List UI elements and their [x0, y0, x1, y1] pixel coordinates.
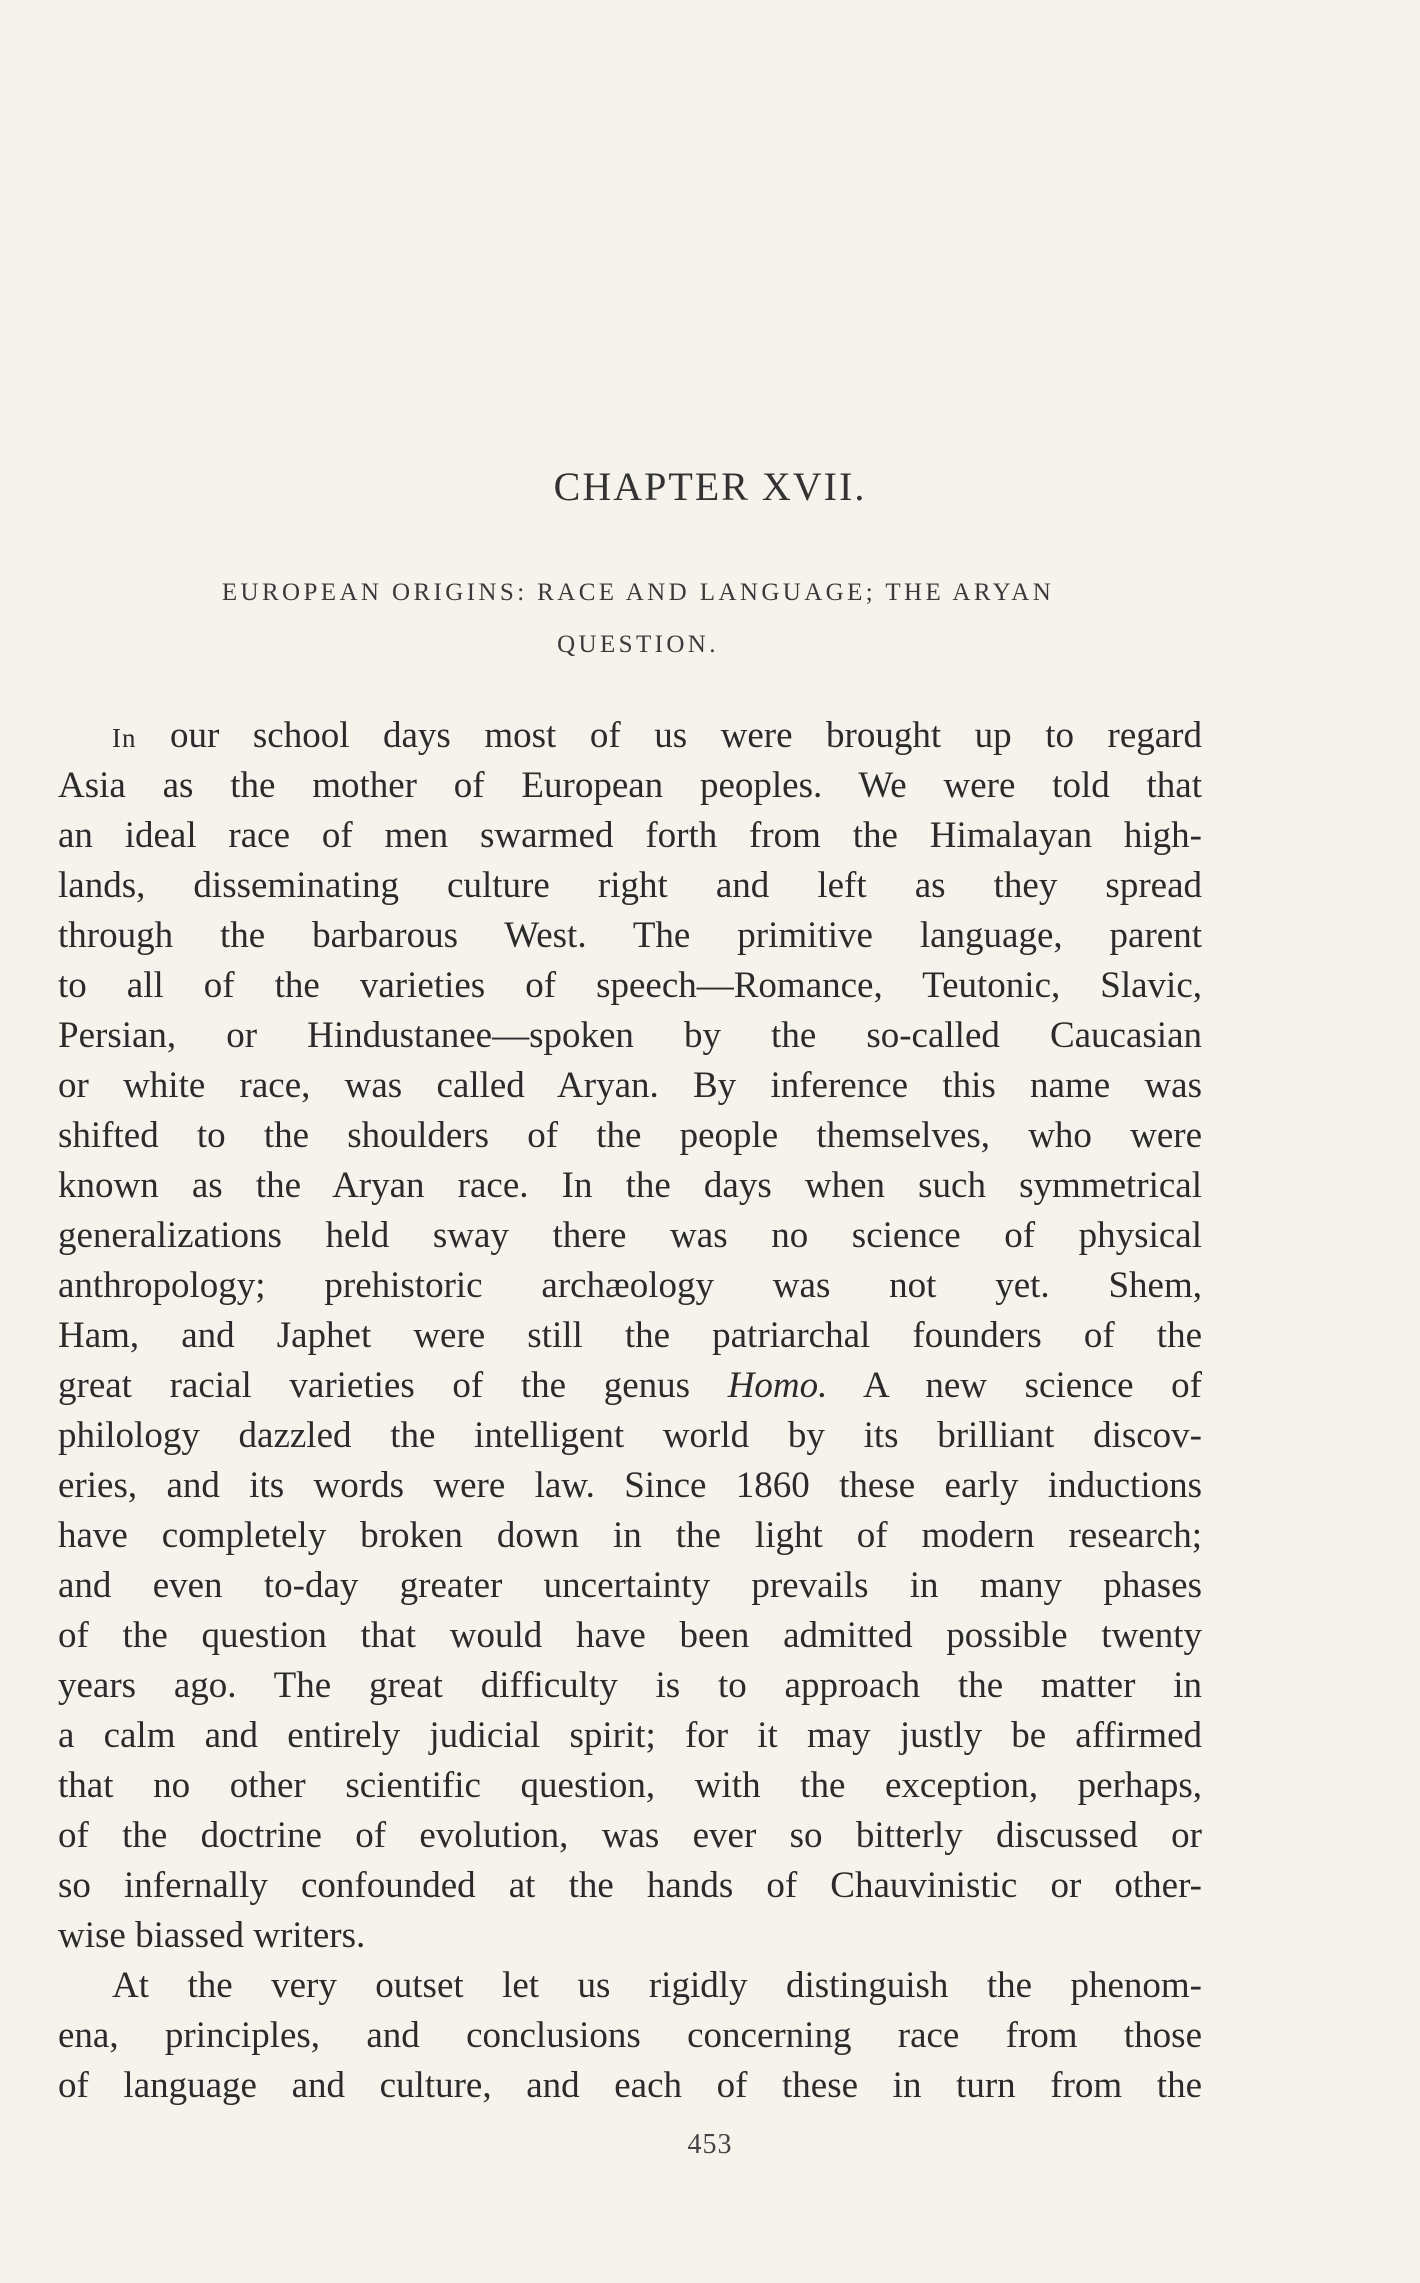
paragraph-1-line: to all of the varieties of speech—Romance, Teutonic, Slavic, [58, 965, 1202, 1006]
chapter-title: CHAPTER XVII. [553, 464, 867, 509]
paragraph-1-line: of the question that would have been admitted possible twenty [58, 1615, 1202, 1656]
paragraph-1-line: shifted to the shoulders of the people themselves, who were [58, 1115, 1202, 1156]
paragraph-1-line: of the doctrine of evolution, was ever so bitterly discussed or [58, 1815, 1202, 1856]
paragraph-2-line: ena, principles, and conclusions concerning race from those [58, 2015, 1202, 2056]
paragraph-2-line: At the very outset let us rigidly distinguish the phenom- [112, 1965, 1202, 2006]
paragraph-2-line: of language and culture, and each of these in turn from the [58, 2065, 1202, 2106]
paragraph-1-line: years ago. The great difficulty is to approach the matter in [58, 1665, 1202, 1706]
paragraph-1-line: philology dazzled the intelligent world by its brilliant discov- [58, 1415, 1202, 1456]
lead-small-caps: In [112, 723, 137, 753]
genus-italic: Homo. [727, 1365, 828, 1406]
paragraph-1-line: great racial varieties of the genus Homo. A new science of [58, 1365, 1202, 1406]
paragraph-1-line: an ideal race of men swarmed forth from the Himalayan high- [58, 815, 1202, 856]
paragraph-1-line: Ham, and Japhet were still the patriarchal founders of the [58, 1315, 1202, 1356]
paragraph-1-line: or white race, was called Aryan. By inference this name was [58, 1065, 1202, 1106]
paragraph-1-line: have completely broken down in the light of modern research; [58, 1515, 1202, 1556]
paragraph-1-line: eries, and its words were law. Since 1860 these early inductions [58, 1465, 1202, 1506]
paragraph-1-line: generalizations held sway there was no science of physical [58, 1215, 1202, 1256]
paragraph-1-line: wise biassed writers. [58, 1915, 366, 1956]
chapter-subtitle [108, 567, 1168, 671]
paragraph-1-line: Persian, or Hindustanee—spoken by the so-called Caucasian [58, 1015, 1202, 1056]
paragraph-1-line: In our school days most of us were brought up to regard [112, 715, 1202, 756]
paragraph-1-line: anthropology; prehistoric archæology was not yet. Shem, [58, 1265, 1202, 1306]
paragraph-1-line: lands, disseminating culture right and left as they spread [58, 865, 1202, 906]
paragraph-1-line: known as the Aryan race. In the days when such symmetrical [58, 1165, 1202, 1206]
paragraph-1-line: Asia as the mother of European peoples. We were told that [58, 765, 1202, 806]
chapter-subtitle-line-2: QUESTION. [557, 631, 719, 658]
chapter-subtitle-line-1: EUROPEAN ORIGINS: RACE AND LANGUAGE; THE ARYAN [221, 579, 1055, 606]
paragraph-1-line: so infernally confounded at the hands of Chauvinistic or other- [58, 1865, 1202, 1906]
paragraph-1-line: that no other scientific question, with the exception, perhaps, [58, 1765, 1202, 1806]
paragraph-1-line: through the barbarous West. The primitive language, parent [58, 915, 1202, 956]
paragraph-1-line: a calm and entirely judicial spirit; for it may justly be affirmed [58, 1715, 1202, 1756]
body-text [58, 711, 1202, 2111]
paragraph-1-line: and even to-day greater uncertainty prevails in many phases [58, 1565, 1202, 1606]
page-number: 453 [687, 2129, 733, 2160]
